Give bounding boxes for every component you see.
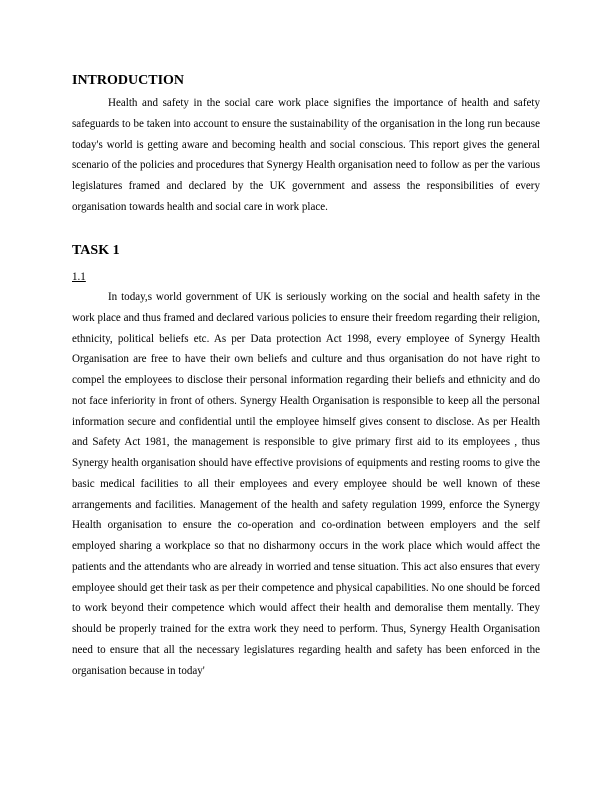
task1-heading: TASK 1: [72, 243, 120, 258]
introduction-paragraph: Health and safety in the social care work place signifies the importance of health and safety safeguards to be taken into account to ensure the sustainability of the organisation in the long run because today's world is getting aware and becoming health and social conscious. This report gives the general scenario of the policies and procedures that Synergy Health organisation need to follow as per the various legislatures framed and declared by the UK government and assess the responsibilities of every organisation towards health and social care in work place.: [72, 97, 540, 213]
task1-paragraph: In today,s world government of UK is seriously working on the social and health safety in the work place and thus framed and declared various policies to ensure their freedom regarding their religion, ethnicity, political beliefs etc. As per Data protection Act 1998, every employee of Synergy Health Organisation are free to have their own beliefs and culture and thus organisation do not have right to compel the employees to disclose their personal information regarding their beliefs and ethnicity and do not face inferiority in front of others. Synergy Health Organisation is responsible to keep all the personal information secure and confidential until the employee himself gives consent to disclose. As per Health and Safety Act 1981, the management is responsible to give primary first aid to its employees , thus Synergy health organisation should have effective provisions of equipments and resting rooms to give the basic medical facilities to all their employees and every employee should be well known of these arrangements and facilities. Management of the health and safety regulation 1999, enforce the Synergy Health organisation to ensure the co-operation and co-ordination between employers and the self employed sharing a workplace so that no disharmony occurs in the work place which would affect the patients and the attendants who are already in worried and tense situation. This act also ensures that every employee should get their task as per their competence and physical capabilities. No one should be forced to work beyond their competence which would affect their health and demoralise them mentally. They should be properly trained for the extra work they need to perform. Thus, Synergy Health Organisation need to ensure that all the necessary legislatures regarding health and safety has been enforced in the organisation because in today': [72, 291, 540, 677]
subsection-label: 1.1: [72, 271, 86, 283]
introduction-heading: INTRODUCTION: [72, 73, 185, 88]
